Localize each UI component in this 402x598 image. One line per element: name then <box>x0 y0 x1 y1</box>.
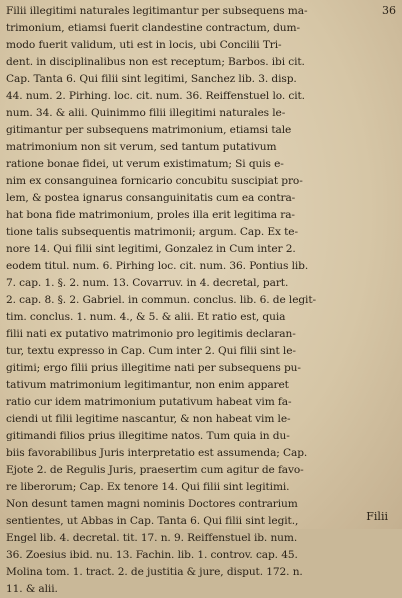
text-line: 2. cap. 8. §. 2. Gabriel. in commun. conclus. lib. 6. de legit- <box>6 294 316 306</box>
text-line: hat bona fide matrimonium, proles illa erit legitima ra- <box>6 209 295 221</box>
text-line: gitimi; ergo filii prius illegitime nati per subsequens pu- <box>6 362 301 374</box>
text-line: eodem titul. num. 6. Pirhing loc. cit. num. 36. Pontius lib. <box>6 260 309 272</box>
text-line: ratio cur idem matrimonium putativum habeat vim fa- <box>6 396 292 408</box>
text-line: nore 14. Qui filii sint legitimi, Gonzalez in Cum inter 2. <box>6 243 296 255</box>
text-line: gitimandi filios prius illegitime natos. Tum quia in du- <box>6 430 290 442</box>
text-line: Non desunt tamen magni nominis Doctores contrarium <box>6 498 298 510</box>
text-line: 7. cap. 1. §. 2. num. 13. Covarruv. in 4. decretal, part. <box>6 277 289 289</box>
catchword: Filii <box>366 510 388 523</box>
text-line: Ejote 2. de Regulis Juris, praesertim cum agitur de favo- <box>6 464 304 476</box>
text-line: sentientes, ut Abbas in Cap. Tanta 6. Qui filii sint legit., <box>6 515 299 527</box>
text-line: Cap. Tanta 6. Qui filii sint legitimi, Sanchez lib. 3. disp. <box>6 73 297 85</box>
text-line: 11. & alii. <box>6 583 58 595</box>
text-line: dent. in disciplinalibus non est receptum; Barbos. ibi cit. <box>6 56 305 68</box>
body-text <box>6 3 394 598</box>
text-line: nim ex consanguinea fornicario concubitu suscipiat pro- <box>6 175 303 187</box>
text-line: Molina tom. 1. tract. 2. de justitia & jure, disput. 172. n. <box>6 566 303 578</box>
text-line: Engel lib. 4. decretal. tit. 17. n. 9. Reiffenstuel ib. num. <box>6 532 298 544</box>
text-line: tim. conclus. 1. num. 4., & 5. & alii. Et ratio est, quia <box>6 311 286 323</box>
text-line: tativum matrimonium legitimantur, non enim apparet <box>6 379 289 391</box>
text-line: ratione bonae fidei, ut verum existimatum; Si quis e- <box>6 158 284 170</box>
text-line: modo fuerit validum, uti est in locis, ubi Concilii Tri- <box>6 39 282 51</box>
text-line: 44. num. 2. Pirhing. loc. cit. num. 36. Reiffenstuel lo. cit. <box>6 90 305 102</box>
text-line: Filii illegitimi naturales legitimantur per subsequens ma- <box>6 5 308 17</box>
text-line: tione talis subsequentis matrimonii; argum. Cap. Ex te- <box>6 226 298 238</box>
page-number: 36 <box>382 4 396 17</box>
text-line: biis favorabilibus Juris interpretatio est assumenda; Cap. <box>6 447 308 459</box>
text-line: filii nati ex putativo matrimonio pro legitimis declaran- <box>6 328 296 340</box>
text-line: gitimantur per subsequens matrimonium, etiamsi tale <box>6 124 292 136</box>
text-line: tur, textu expresso in Cap. Cum inter 2. Qui filii sint le- <box>6 345 296 357</box>
text-line: ciendi ut filii legitime nascantur, & non habeat vim le- <box>6 413 291 425</box>
text-line: lem, & postea ignarus consanguinitatis cum ea contra- <box>6 192 296 204</box>
text-line: trimonium, etiamsi fuerit clandestine contractum, dum- <box>6 22 300 34</box>
text-line: matrimonium non sit verum, sed tantum putativum <box>6 141 277 153</box>
text-line: re liberorum; Cap. Ex tenore 14. Qui filii sint legitimi. <box>6 481 290 493</box>
text-line: 36. Zoesius ibid. nu. 13. Fachin. lib. 1. controv. cap. 45. <box>6 549 298 561</box>
text-line: num. 34. & alii. Quinimmo filii illegitimi naturales le- <box>6 107 286 119</box>
